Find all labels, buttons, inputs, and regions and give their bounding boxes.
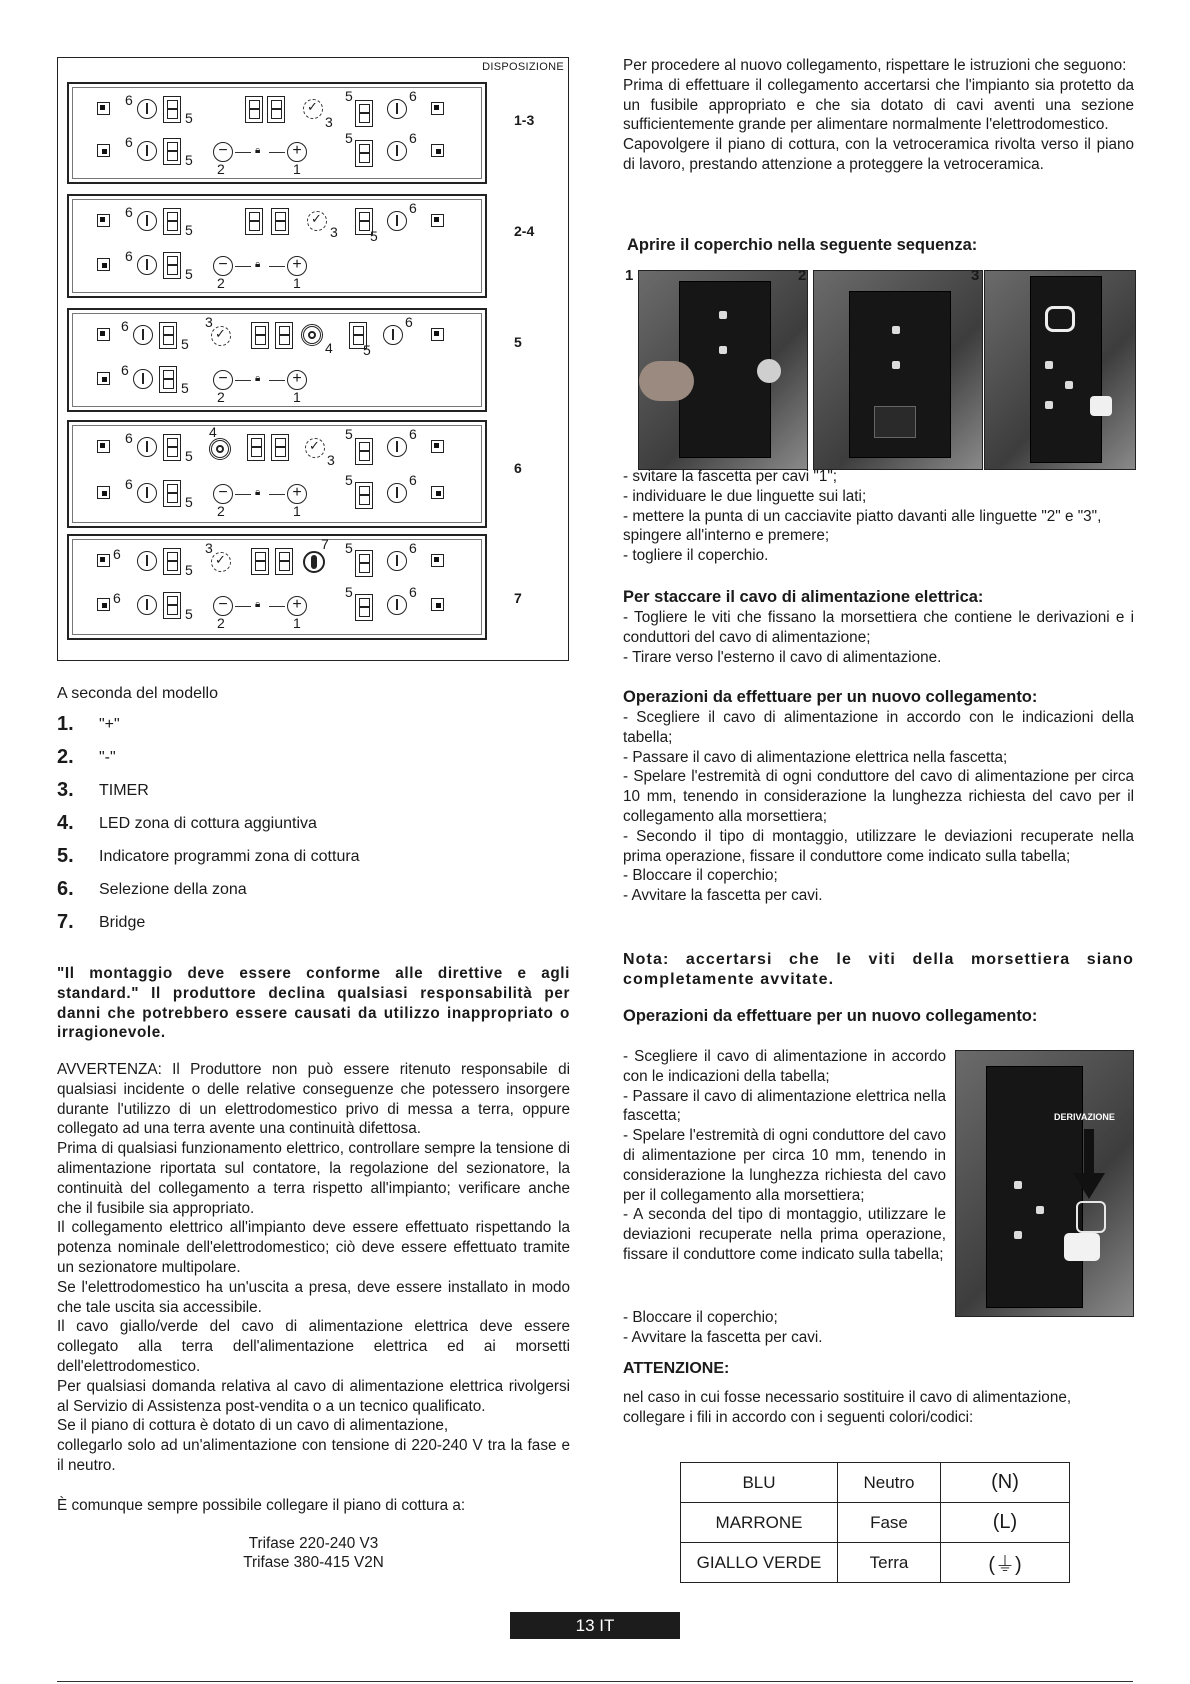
panel-row-top: 6 5 ✓ 3 5 6 — [87, 94, 479, 128]
zone-indicator-icon — [431, 328, 444, 341]
zone-indicator-icon — [97, 258, 110, 271]
zone-indicator-icon — [97, 486, 110, 499]
digit-display-icon — [163, 480, 181, 507]
power-icon — [387, 437, 407, 457]
operazioni-tail: - Bloccare il coperchio; - Avvitare la fascetta per cavi. — [623, 1309, 823, 1346]
staccare-heading: Per staccare il cavo di alimentazione elettrica: — [623, 588, 984, 606]
zone-indicator-icon — [97, 554, 110, 567]
page-number: 13 IT — [510, 1612, 680, 1639]
avvertenza-block: AVVERTENZA: Il Produttore non può essere ritenuto responsabile di qualsiasi incidente o delle relative conseguenze che potessero insorgere durante l'utilizzo di un elettrodomestico privo di messa a terra, oppure collegato ad una terra avente una continuità difettosa. Prima di qualsiasi funzionamento elettrico, controllare sempre la tensione di alimentazione riportata sul contatore, la regolazione del sezionatore, la continuità del collegamento a terra rispetto all'impianto; verificare anche che il fusibile sia appropriato. Il collegamento elettrico all'impianto deve essere effettuato rispettando la potenza nominale dell'elettrodomestico; ciò deve essere effettuato tramite un sezionatore multipolare. Se l'elettrodomestico ha un'uscita a presa, deve essere installato in modo che tale uscita sia accessibile. Il cavo giallo/verde del cavo di alimentazione elettrica deve essere collegato alla terra dell'alimentazione elettrica ed ai morsetti dell'elettrodomestico. Per qualsiasi domanda relativa al cavo di alimentazione elettrica rivolgersi al Servizio di Assistenza post-vendita o a un tecnico qualificato. Se il piano di cottura è dotato di un cavo di alimentazione, collegarlo solo ad un'alimentazione con tensione di 220-240 V tra la fase e il neutro. — [57, 1061, 570, 1474]
plus-icon: + — [287, 596, 307, 616]
additional-zone-led-icon — [209, 438, 231, 460]
plus-icon: + — [287, 256, 307, 276]
zone-indicator-icon — [431, 214, 444, 227]
wire-color-table — [680, 1462, 1070, 1583]
operazioni-steps-2: - Scegliere il cavo di alimentazione in accordo con le indicazioni della tabella; - Passare il cavo di alimentazione elettrica nella fascetta; - Spelare l'estremità di ogni conduttore del cavo di alimentazione per circa 10 mm, tenendo in considerazione la lunghezza richiesta del cavo per il collegamento alla morsettiera; - A seconda del tipo di montaggio, utilizzare le deviazioni recuperate nella prima operazione, fissare il conduttore come indicato sulla tabella; — [623, 1048, 946, 1263]
digit-display-icon — [163, 252, 181, 279]
derivazione-label: DERIVAZIONE — [1054, 1112, 1115, 1122]
zone-indicator-icon — [431, 554, 444, 567]
digit-display-icon — [355, 140, 373, 167]
power-icon — [387, 211, 407, 231]
table-row — [681, 1463, 1070, 1503]
lock-icon: 🔒︎ — [255, 487, 261, 498]
footer-divider — [57, 1681, 1133, 1682]
power-icon — [137, 141, 157, 161]
digit-display-icon — [159, 322, 177, 349]
zone-indicator-icon — [97, 372, 110, 385]
timer-digit-icon — [251, 548, 269, 575]
photo-step-1 — [638, 270, 808, 470]
power-icon — [137, 99, 157, 119]
operazioni-steps-1: - Scegliere il cavo di alimentazione in accordo con le indicazioni della tabella; - Passare il cavo di alimentazione elettrica nella fascetta; - Spelare l'estremità di ogni conduttore del cavo di alimentazione per circa 10 mm, tenendo in considerazione la lunghezza richiesta del cavo per il collegamento alla morsettiera; - Secondo il tipo di montaggio, utilizzare le deviazioni recuperate nella prima operazione, fissare il conduttore come indicato sulla tabella; - Bloccare il coperchio; - Avvitare la fascetta per cavi. — [623, 709, 1134, 905]
zone-indicator-icon — [97, 102, 110, 115]
photo-derivazione — [955, 1050, 1134, 1317]
power-icon — [133, 369, 153, 389]
timer-digit-icon — [271, 434, 289, 461]
panel-row-bottom: 6 5 − 2 🔒︎ + 1 5 6 — [87, 590, 479, 624]
digit-display-icon — [355, 100, 373, 127]
timer-digit-icon — [275, 322, 293, 349]
photo-number: 1 — [625, 267, 634, 284]
digit-display-icon — [163, 548, 181, 575]
power-icon — [387, 483, 407, 503]
timer-digit-icon — [245, 96, 263, 123]
table-row — [681, 1503, 1070, 1543]
photo-step-2 — [813, 270, 983, 470]
power-icon — [387, 141, 407, 161]
zone-indicator-icon — [431, 440, 444, 453]
zone-indicator-icon — [97, 328, 110, 341]
digit-display-icon — [163, 592, 181, 619]
trifase-2: Trifase 380-415 V2N — [243, 1554, 384, 1571]
panel-row-bottom: 6 5 − 2 🔒︎ + 1 5 6 — [87, 136, 479, 170]
digit-display-icon — [355, 550, 373, 577]
timer-icon — [307, 211, 327, 231]
table-row — [681, 1543, 1070, 1583]
power-icon — [137, 595, 157, 615]
legend-intro: A seconda del modello — [57, 685, 218, 702]
digit-display-icon — [355, 594, 373, 621]
wire-color: GIALLO VERDE — [681, 1543, 838, 1583]
minus-icon: − — [213, 484, 233, 504]
intro-block: Per procedere al nuovo collegamento, rispettare le istruzioni che seguono: Prima di effettuare il collegamento accertarsi che l'impianto sia protetto da un fusibile appropriato e che sia dotato di cavi aventi una sezione sufficientemente grande per alimentare normalmente l'elettrodomestico. Capovolgere il piano di cottura, con la vetroceramica rivolta verso il piano di lavoro, prestando attenzione a proteggere la vetroceramica. — [623, 57, 1134, 173]
zone-indicator-icon — [431, 102, 444, 115]
panel-layout-5 — [67, 308, 487, 412]
panel-row-top: 6 5 3 ✓ 4 5 6 — [87, 320, 479, 354]
panel-row-top: 6 5 3 ✓ 7 5 6 — [87, 546, 479, 580]
wire-role: Terra — [838, 1543, 941, 1583]
panel-layout-6 — [67, 420, 487, 528]
power-icon — [137, 437, 157, 457]
panel-row-bottom: 6 5 − 2 🔒︎ + 1 5 6 — [87, 478, 479, 512]
wire-color: MARRONE — [681, 1503, 838, 1543]
arrow-down-icon — [1073, 1173, 1105, 1199]
lock-icon: 🔒︎ — [255, 145, 261, 156]
digit-display-icon — [159, 366, 177, 393]
diagram-title: DISPOSIZIONE — [482, 61, 564, 73]
panel-label: 6 — [514, 460, 522, 476]
timer-digit-icon — [275, 548, 293, 575]
sempre-text: È comunque sempre possibile collegare il piano di cottura a: — [57, 1497, 466, 1514]
zone-indicator-icon — [431, 486, 444, 499]
wire-role: Fase — [838, 1503, 941, 1543]
plus-icon: + — [287, 142, 307, 162]
wire-code: (⏚) — [941, 1543, 1070, 1583]
zone-indicator-icon — [431, 144, 444, 157]
power-icon — [387, 99, 407, 119]
minus-icon: − — [213, 256, 233, 276]
aprire-heading: Aprire il coperchio nella seguente sequenza: — [627, 236, 978, 254]
power-icon — [387, 551, 407, 571]
power-icon — [137, 255, 157, 275]
panel-label: 7 — [514, 590, 522, 606]
minus-icon: − — [213, 142, 233, 162]
montaggio-disclaimer: "Il montaggio deve essere conforme alle direttive e agli standard." Il produttore declina qualsiasi responsabilità per danni che potrebbero essere causati da utilizzo inappropriato o irragionevole. — [57, 965, 570, 1042]
additional-zone-led-icon — [301, 324, 323, 346]
power-icon — [137, 551, 157, 571]
attenzione-text: nel caso in cui fosse necessario sostituire il cavo di alimentazione, collegare i fili in accordo con i seguenti colori/codici: — [623, 1389, 1072, 1426]
operazioni-heading-2: Operazioni da effettuare per un nuovo collegamento: — [623, 1007, 1038, 1025]
timer-digit-icon — [267, 96, 285, 123]
timer-digit-icon — [247, 434, 265, 461]
timer-icon — [305, 438, 325, 458]
attenzione-heading: ATTENZIONE: — [623, 1360, 730, 1377]
plus-icon: + — [287, 370, 307, 390]
power-icon — [383, 325, 403, 345]
digit-display-icon — [163, 434, 181, 461]
power-icon — [137, 483, 157, 503]
aprire-steps: - svitare la fascetta per cavi "1"; - individuare le due linguette sui lati; - mettere la punta di un cacciavite piatto davanti alle linguette "2" e "3", spingere all'interno e premere; - togliere il coperchio. — [623, 468, 1102, 565]
operazioni-heading-1: Operazioni da effettuare per un nuovo collegamento: — [623, 688, 1038, 706]
photo-step-3 — [984, 270, 1136, 470]
timer-icon — [211, 326, 231, 346]
photo-number: 2 — [798, 267, 807, 284]
panel-row-top: 6 5 ✓ 3 5 6 — [87, 206, 479, 240]
wire-role: Neutro — [838, 1463, 941, 1503]
panel-row-bottom: 6 5 − 2 🔒︎ + 1 — [87, 364, 479, 398]
digit-display-icon — [355, 482, 373, 509]
wire-code: (L) — [941, 1503, 1070, 1543]
power-icon — [133, 325, 153, 345]
timer-digit-icon — [271, 208, 289, 235]
zone-indicator-icon — [431, 598, 444, 611]
panel-label: 1-3 — [514, 112, 535, 128]
timer-icon — [303, 99, 323, 119]
nota-text: Nota: accertarsi che le viti della morsettiera siano completamente avvitate. — [623, 951, 1134, 988]
zone-indicator-icon — [97, 440, 110, 453]
lock-icon: 🔒︎ — [255, 259, 261, 270]
trifase-1: Trifase 220-240 V3 — [248, 1535, 379, 1552]
panel-row-bottom: 6 5 − 2 🔒︎ + 1 — [87, 250, 479, 284]
panel-row-top: 6 5 4 ✓ 3 5 6 — [87, 432, 479, 466]
digit-display-icon — [163, 96, 181, 123]
timer-digit-icon — [251, 322, 269, 349]
layout-diagram — [57, 57, 569, 661]
zone-indicator-icon — [97, 144, 110, 157]
zone-indicator-icon — [97, 214, 110, 227]
power-icon — [387, 595, 407, 615]
photo-number: 3 — [971, 267, 980, 284]
panel-layout-7 — [67, 534, 487, 640]
timer-digit-icon — [245, 208, 263, 235]
staccare-steps: - Togliere le viti che fissano la morsettiera che contiene le derivazioni e i conduttori del cavo di alimentazione; - Tirare verso l'esterno il cavo di alimentazione. — [623, 609, 1134, 666]
lock-icon: 🔒︎ — [255, 373, 261, 384]
lock-icon: 🔒︎ — [255, 599, 261, 610]
panel-layout-2-4 — [67, 194, 487, 298]
minus-icon: − — [213, 370, 233, 390]
power-icon — [137, 211, 157, 231]
minus-icon: − — [213, 596, 233, 616]
panel-layout-1-3 — [67, 82, 487, 184]
plus-icon: + — [287, 484, 307, 504]
bridge-icon — [303, 551, 325, 573]
wire-color: BLU — [681, 1463, 838, 1503]
digit-display-icon — [163, 138, 181, 165]
timer-icon — [211, 552, 231, 572]
panel-label: 5 — [514, 334, 522, 350]
digit-display-icon — [355, 438, 373, 465]
digit-display-icon — [163, 208, 181, 235]
zone-indicator-icon — [97, 598, 110, 611]
panel-label: 2-4 — [514, 223, 535, 239]
wire-code: (N) — [941, 1463, 1070, 1503]
